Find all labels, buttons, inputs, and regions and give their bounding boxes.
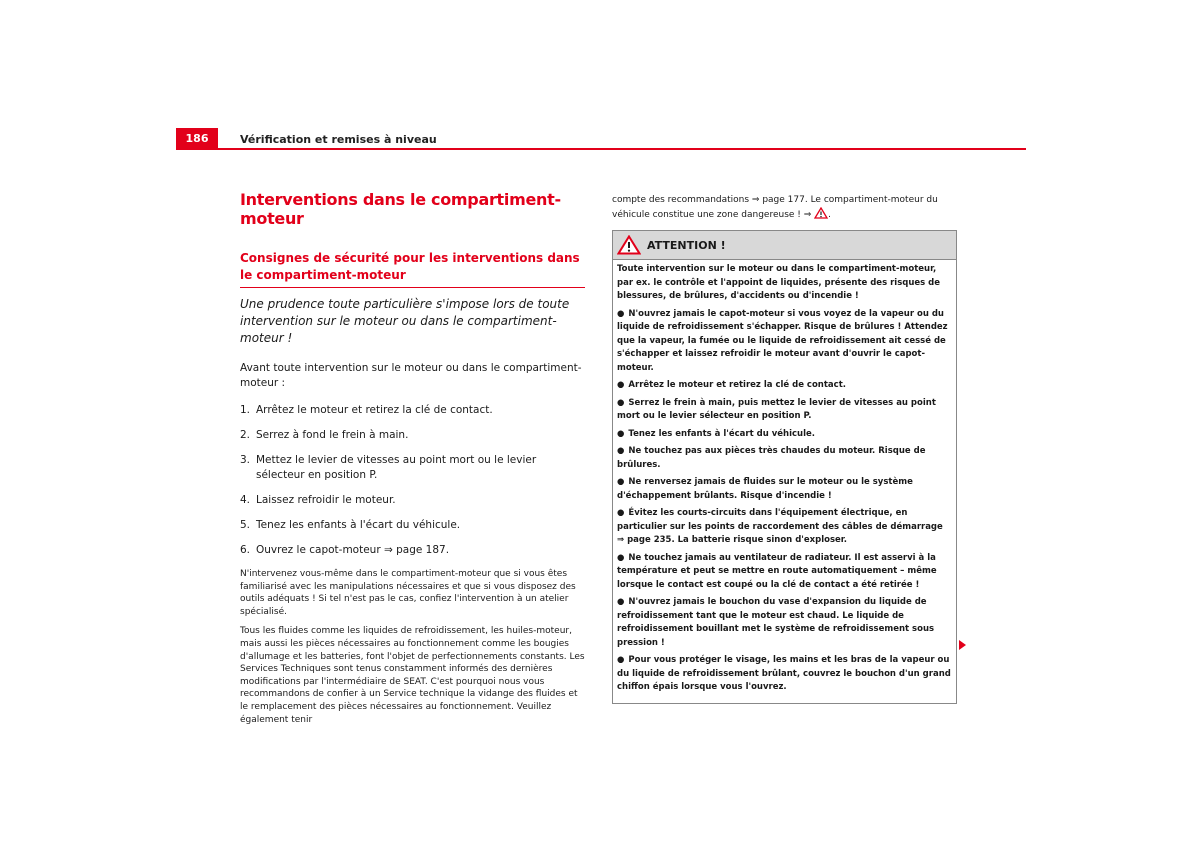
list-item xyxy=(617,596,952,650)
list-item xyxy=(240,428,585,443)
list-item xyxy=(240,493,585,508)
list-item xyxy=(617,445,952,472)
bullet-icon: ● xyxy=(617,508,625,518)
fluids-paragraph: Tous les fluides comme les liquides de refroidissement, les huiles-moteur, mais aussi les pièces nécessaires au fonctionnement comme les bougies d'allumage et les batteries, font l'objet de perfectionnements constants. Les Services Techniques sont tenus constamment informés des dernières modifications par l'intermédiaire de SEAT. C'est pourquoi nous vous recommandons de confier à un Service technique la vidange des fluides et le remplacement des pièces nécessaires au fonctionnement. Veuillez également tenir xyxy=(240,626,585,725)
warning-item-text: Évitez les courts-circuits dans l'équipement électrique, en particulier sur les points de raccordement des câbles de démarrage ⇒ page 235. La batterie risque sinon d'exploser. xyxy=(617,508,943,545)
step-text: Arrêtez le moteur et retirez la clé de contact. xyxy=(256,404,493,416)
bullet-icon: ● xyxy=(617,552,625,563)
bullet-icon: ● xyxy=(617,397,625,408)
continuation-text: compte des recommandations ⇒ page 177. Le compartiment-moteur du véhicule constitue une zone dangereuse ! ⇒ xyxy=(612,195,938,220)
list-item xyxy=(617,552,952,593)
bullet-icon: ● xyxy=(617,477,625,487)
step-text: Tenez les enfants à l'écart du véhicule. xyxy=(256,519,461,531)
warning-triangle-icon xyxy=(814,207,828,219)
bullet-icon: ● xyxy=(617,380,625,390)
header-divider xyxy=(176,148,1026,150)
step-text: Ouvrez le capot-moteur ⇒ page 187. xyxy=(256,544,450,556)
bullet-icon: ● xyxy=(617,428,625,439)
warning-item-text: N'ouvrez jamais le bouchon du vase d'expansion du liquide de refroidissement tant que le moteur est chaud. Le liquide de refroidissement bouillant met le système de refroidissement sous pression ! xyxy=(617,597,935,648)
list-item xyxy=(617,379,952,393)
warning-label: ATTENTION ! xyxy=(647,238,726,252)
step-number: 4. xyxy=(240,494,251,506)
list-item xyxy=(240,518,585,533)
step-number: 3. xyxy=(240,454,251,466)
warning-header xyxy=(613,231,956,260)
warning-box xyxy=(612,230,957,704)
right-column xyxy=(612,193,957,704)
warning-item-text: Ne renversez jamais de fluides sur le moteur ou le système d'échappement brûlants. Risque d'incendie ! xyxy=(617,477,913,501)
warning-intro: Toute intervention sur le moteur ou dans le compartiment-moteur, par ex. le contrôle et l'appoint de liquides, présente des risques de blessures, de brûlures, d'accidents ou d'incendie ! xyxy=(617,264,941,301)
warning-triangle-icon xyxy=(617,235,641,255)
lead-text: Avant toute intervention sur le moteur ou dans le compartiment-moteur : xyxy=(240,362,582,389)
list-item xyxy=(240,453,585,483)
step-text: Laissez refroidir le moteur. xyxy=(256,494,396,506)
list-item xyxy=(240,403,585,418)
section-subtitle: Consignes de sécurité pour les interventions dans le compartiment-moteur xyxy=(240,250,585,288)
warning-body xyxy=(613,260,956,703)
list-item xyxy=(617,428,952,442)
bullet-icon: ● xyxy=(617,597,625,607)
intro-text: Une prudence toute particulière s'impose lors de toute intervention sur le moteur ou dans le compartiment-moteur ! xyxy=(240,297,570,345)
warning-item-text: Tenez les enfants à l'écart du véhicule. xyxy=(628,428,815,439)
left-column xyxy=(240,190,585,733)
warning-item-text: Ne touchez jamais au ventilateur de radiateur. Il est asservi à la température et peut se mettre en route automatiquement – même lorsque le contact est coupé ou la clé de contact a été retirée ! xyxy=(617,552,937,590)
continue-arrow-icon xyxy=(959,640,966,650)
bullet-icon: ● xyxy=(617,446,625,456)
step-text: Serrez à fond le frein à main. xyxy=(256,429,409,441)
warning-item-text: Ne touchez pas aux pièces très chaudes du moteur. Risque de brûlures. xyxy=(617,446,926,470)
warning-item-text: Arrêtez le moteur et retirez la clé de contact. xyxy=(628,380,846,390)
page-number: 186 xyxy=(176,128,218,149)
list-item xyxy=(617,397,952,424)
warning-item-text: N'ouvrez jamais le capot-moteur si vous voyez de la vapeur ou du liquide de refroidissement s'échapper. Risque de brûlures ! Attendez que la vapeur, la fumée ou le liquide de refroidissement ait cessé de s'échapper et laissez refroidir le moteur avant d'ouvrir le capot-moteur. xyxy=(617,308,948,373)
section-title: Vérification et remises à niveau xyxy=(240,133,437,146)
step-number: 6. xyxy=(240,544,251,556)
list-item xyxy=(617,654,952,695)
step-number: 5. xyxy=(240,519,251,531)
bullet-icon: ● xyxy=(617,308,625,319)
warning-item-text: Pour vous protéger le visage, les mains et les bras de la vapeur ou du liquide de refroidissement brûlant, couvrez le bouchon d'un grand chiffon épais lorsque vous l'ouvrez. xyxy=(617,655,951,692)
continuation-paragraph xyxy=(612,193,957,222)
step-number: 2. xyxy=(240,429,251,441)
bullet-icon: ● xyxy=(617,655,625,665)
warning-item-text: Serrez le frein à main, puis mettez le levier de vitesses au point mort ou le levier sélecteur en position P. xyxy=(617,397,936,421)
list-item xyxy=(617,507,952,548)
list-item xyxy=(617,476,952,503)
steps-list xyxy=(240,403,585,558)
list-item xyxy=(617,308,952,376)
step-number: 1. xyxy=(240,404,251,416)
period: . xyxy=(828,210,832,220)
expertise-paragraph: N'intervenez vous-même dans le compartiment-moteur que si vous êtes familiarisé avec les manipulations nécessaires et que si vous disposez des outils adéquats ! Si tel n'est pas le cas, confiez l'intervention à un atelier spécialisé. xyxy=(240,569,576,617)
list-item xyxy=(240,543,585,558)
page-title: Interventions dans le compartiment-moteur xyxy=(240,190,561,228)
step-text: Mettez le levier de vitesses au point mort ou le levier sélecteur en position P. xyxy=(256,454,537,481)
